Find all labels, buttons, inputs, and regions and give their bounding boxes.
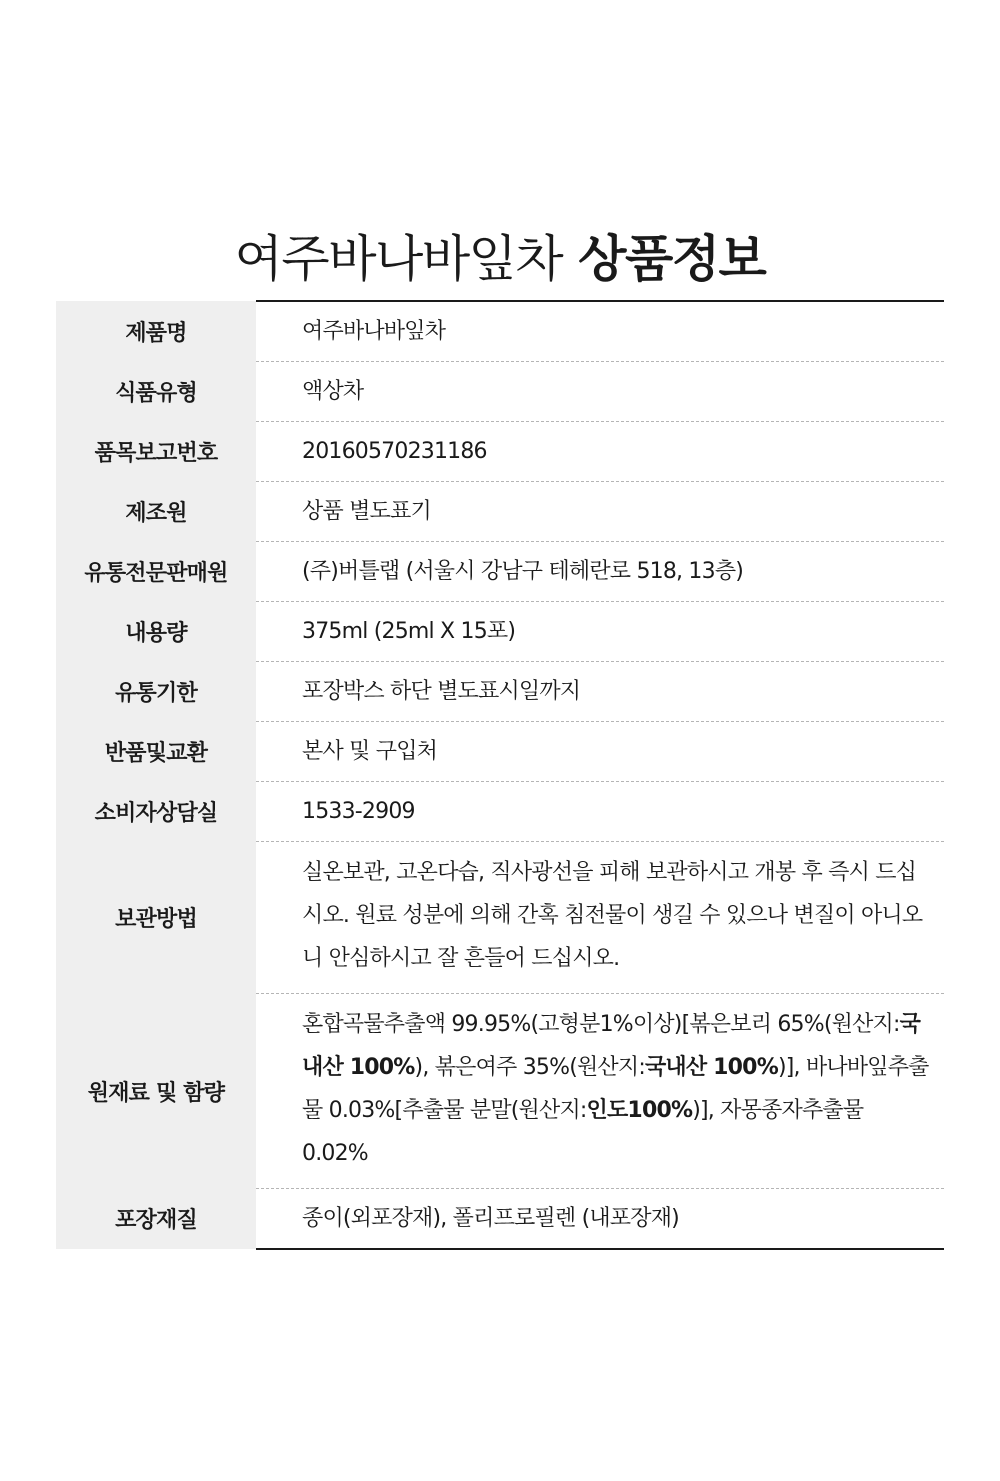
row-value bbox=[256, 994, 944, 1189]
row-label: 유통전문판매원 bbox=[56, 542, 256, 602]
row-label: 소비자상담실 bbox=[56, 782, 256, 842]
row-value: 실온보관, 고온다습, 직사광선을 피해 보관하시고 개봉 후 즉시 드십시오. 원료 성분에 의해 간혹 침전물이 생길 수 있으나 변질이 아니오니 안심하시고 잘 흔들어 드십시오. bbox=[256, 842, 944, 994]
ingredient-text: )], 바나바잎추출물 0.03%[추출물 분말(원산지: bbox=[302, 1055, 929, 1123]
row-label: 식품유형 bbox=[56, 362, 256, 422]
page-title-product-name: 여주바나바잎차 bbox=[234, 229, 563, 288]
page-title-suffix: 상품정보 bbox=[578, 229, 766, 288]
table-row bbox=[56, 842, 944, 994]
row-label: 품목보고번호 bbox=[56, 422, 256, 482]
row-value: 포장박스 하단 별도표시일까지 bbox=[256, 662, 944, 722]
row-label: 반품및교환 bbox=[56, 722, 256, 782]
ingredient-text: ), 볶은여주 35%(원산지: bbox=[414, 1055, 645, 1080]
row-label: 내용량 bbox=[56, 602, 256, 662]
ingredient-origin-bold: 국내산 100% bbox=[644, 1055, 778, 1080]
table-row bbox=[56, 362, 944, 422]
row-label: 제조원 bbox=[56, 482, 256, 542]
ingredient-origin-bold: 국내산 100% bbox=[302, 1012, 921, 1080]
table-row bbox=[56, 782, 944, 842]
ingredient-text: 혼합곡물추출액 99.95%(고형분1%이상)[볶은보리 65%(원산지: bbox=[302, 1012, 900, 1037]
row-value: 375ml (25ml X 15포) bbox=[256, 602, 944, 662]
row-label: 원재료 및 함량 bbox=[56, 994, 256, 1189]
table-row bbox=[56, 422, 944, 482]
table-row bbox=[56, 662, 944, 722]
table-row bbox=[56, 301, 944, 362]
row-value: 1533-2909 bbox=[256, 782, 944, 842]
page-title bbox=[0, 224, 1000, 294]
row-label: 유통기한 bbox=[56, 662, 256, 722]
row-value: (주)버틀랩 (서울시 강남구 테헤란로 518, 13층) bbox=[256, 542, 944, 602]
table-row bbox=[56, 482, 944, 542]
row-value: 상품 별도표기 bbox=[256, 482, 944, 542]
row-value: 20160570231186 bbox=[256, 422, 944, 482]
table-row bbox=[56, 722, 944, 782]
row-value: 본사 및 구입처 bbox=[256, 722, 944, 782]
table-row bbox=[56, 542, 944, 602]
row-value: 여주바나바잎차 bbox=[256, 301, 944, 362]
table-row bbox=[56, 1189, 944, 1250]
row-label: 포장재질 bbox=[56, 1189, 256, 1250]
ingredient-origin-bold: 인도100% bbox=[586, 1098, 693, 1123]
row-value: 액상차 bbox=[256, 362, 944, 422]
table-row bbox=[56, 994, 944, 1189]
table-row bbox=[56, 602, 944, 662]
row-label: 제품명 bbox=[56, 301, 256, 362]
product-info-table bbox=[56, 300, 944, 1250]
row-label: 보관방법 bbox=[56, 842, 256, 994]
row-value: 종이(외포장재), 폴리프로필렌 (내포장재) bbox=[256, 1189, 944, 1250]
ingredient-text: )], 자몽종자추출물 0.02% bbox=[302, 1098, 864, 1166]
